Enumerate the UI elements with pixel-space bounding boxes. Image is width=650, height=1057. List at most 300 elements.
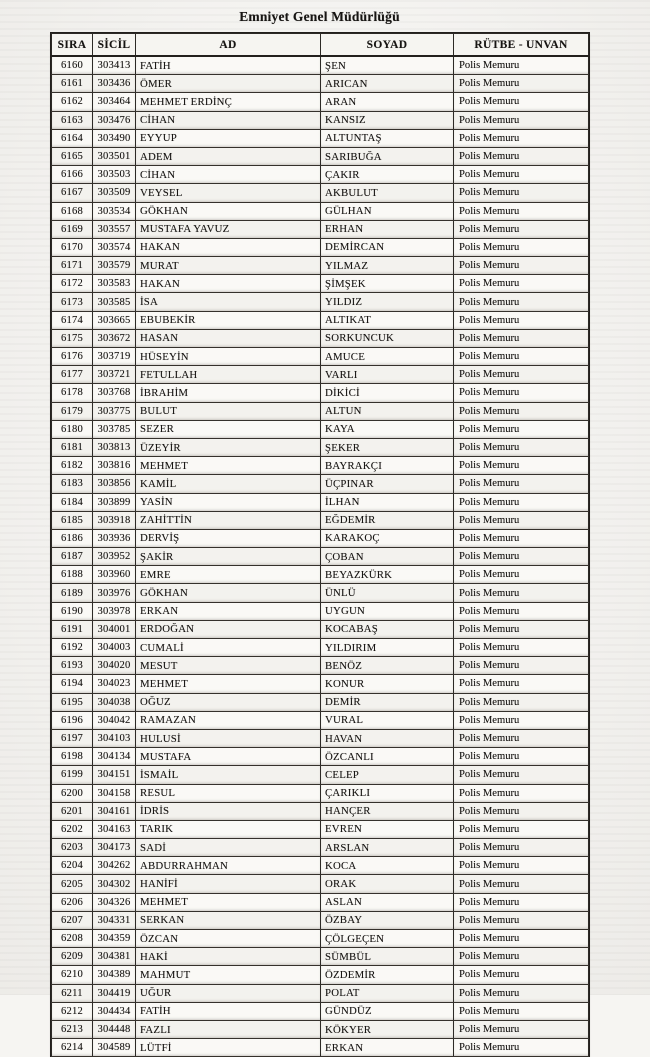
cell-ad: VEYSEL bbox=[136, 184, 321, 202]
cell-soyad: ÇARIKLI bbox=[321, 784, 454, 802]
cell-rutbe-unvan: Polis Memuru bbox=[454, 438, 589, 456]
table-row bbox=[52, 493, 589, 511]
cell-soyad: SÜMBÜL bbox=[321, 948, 454, 966]
cell-sicil: 304134 bbox=[93, 748, 136, 766]
cell-sicil: 303509 bbox=[93, 184, 136, 202]
table-row bbox=[52, 657, 589, 675]
cell-sira: 6195 bbox=[52, 693, 93, 711]
cell-rutbe-unvan: Polis Memuru bbox=[454, 930, 589, 948]
cell-sira: 6167 bbox=[52, 184, 93, 202]
cell-soyad: YILMAZ bbox=[321, 257, 454, 275]
cell-ad: UĞUR bbox=[136, 984, 321, 1002]
cell-sira: 6190 bbox=[52, 602, 93, 620]
cell-sira: 6203 bbox=[52, 839, 93, 857]
cell-soyad: AMUCE bbox=[321, 348, 454, 366]
cell-sicil: 304003 bbox=[93, 639, 136, 657]
cell-sicil: 304359 bbox=[93, 930, 136, 948]
cell-ad: HAKAN bbox=[136, 275, 321, 293]
cell-ad: LÜTFİ bbox=[136, 1039, 321, 1057]
cell-ad: ÜZEYİR bbox=[136, 438, 321, 456]
cell-sicil: 304042 bbox=[93, 711, 136, 729]
cell-rutbe-unvan: Polis Memuru bbox=[454, 566, 589, 584]
cell-rutbe-unvan: Polis Memuru bbox=[454, 729, 589, 747]
cell-ad: YASİN bbox=[136, 493, 321, 511]
cell-sicil: 304381 bbox=[93, 948, 136, 966]
cell-sicil: 303721 bbox=[93, 366, 136, 384]
table-row bbox=[52, 184, 589, 202]
cell-soyad: ÜNLÜ bbox=[321, 584, 454, 602]
cell-soyad: DEMİRCAN bbox=[321, 238, 454, 256]
cell-rutbe-unvan: Polis Memuru bbox=[454, 802, 589, 820]
table-row bbox=[52, 711, 589, 729]
cell-soyad: ARAN bbox=[321, 93, 454, 111]
cell-sicil: 303557 bbox=[93, 220, 136, 238]
cell-ad: FAZLI bbox=[136, 1020, 321, 1038]
cell-rutbe-unvan: Polis Memuru bbox=[454, 275, 589, 293]
cell-rutbe-unvan: Polis Memuru bbox=[454, 329, 589, 347]
cell-sicil: 303978 bbox=[93, 602, 136, 620]
table-row bbox=[52, 129, 589, 147]
cell-rutbe-unvan: Polis Memuru bbox=[454, 220, 589, 238]
cell-sira: 6162 bbox=[52, 93, 93, 111]
table-row bbox=[52, 857, 589, 875]
cell-rutbe-unvan: Polis Memuru bbox=[454, 1020, 589, 1038]
cell-sicil: 303503 bbox=[93, 166, 136, 184]
cell-rutbe-unvan: Polis Memuru bbox=[454, 893, 589, 911]
cell-sicil: 303856 bbox=[93, 475, 136, 493]
cell-sicil: 304331 bbox=[93, 911, 136, 929]
cell-ad: İSA bbox=[136, 293, 321, 311]
cell-sira: 6169 bbox=[52, 220, 93, 238]
cell-ad: FETULLAH bbox=[136, 366, 321, 384]
cell-sicil: 304589 bbox=[93, 1039, 136, 1057]
cell-ad: EBUBEKİR bbox=[136, 311, 321, 329]
cell-sira: 6208 bbox=[52, 930, 93, 948]
cell-sicil: 304023 bbox=[93, 675, 136, 693]
cell-rutbe-unvan: Polis Memuru bbox=[454, 493, 589, 511]
cell-rutbe-unvan: Polis Memuru bbox=[454, 1002, 589, 1020]
cell-soyad: YILDIZ bbox=[321, 293, 454, 311]
table-row bbox=[52, 620, 589, 638]
cell-soyad: KONUR bbox=[321, 675, 454, 693]
cell-rutbe-unvan: Polis Memuru bbox=[454, 238, 589, 256]
cell-sira: 6181 bbox=[52, 438, 93, 456]
cell-sicil: 304262 bbox=[93, 857, 136, 875]
table-row bbox=[52, 511, 589, 529]
cell-sicil: 304173 bbox=[93, 839, 136, 857]
cell-ad: GÖKHAN bbox=[136, 584, 321, 602]
cell-ad: CİHAN bbox=[136, 166, 321, 184]
cell-sicil: 303579 bbox=[93, 257, 136, 275]
page-title: Emniyet Genel Müdürlüğü bbox=[239, 9, 400, 24]
cell-soyad: ERKAN bbox=[321, 1039, 454, 1057]
cell-rutbe-unvan: Polis Memuru bbox=[454, 966, 589, 984]
cell-rutbe-unvan: Polis Memuru bbox=[454, 784, 589, 802]
table-row bbox=[52, 875, 589, 893]
cell-sira: 6176 bbox=[52, 348, 93, 366]
cell-sira: 6161 bbox=[52, 75, 93, 93]
cell-sicil: 304326 bbox=[93, 893, 136, 911]
cell-ad: MUSTAFA YAVUZ bbox=[136, 220, 321, 238]
cell-soyad: ORAK bbox=[321, 875, 454, 893]
table-row bbox=[52, 75, 589, 93]
cell-rutbe-unvan: Polis Memuru bbox=[454, 129, 589, 147]
cell-sira: 6187 bbox=[52, 548, 93, 566]
cell-ad: HÜSEYİN bbox=[136, 348, 321, 366]
cell-sira: 6200 bbox=[52, 784, 93, 802]
cell-sicil: 303583 bbox=[93, 275, 136, 293]
table-row bbox=[52, 366, 589, 384]
table-row bbox=[52, 566, 589, 584]
cell-rutbe-unvan: Polis Memuru bbox=[454, 147, 589, 165]
table-row bbox=[52, 948, 589, 966]
cell-rutbe-unvan: Polis Memuru bbox=[454, 857, 589, 875]
column-header-soyad: SOYAD bbox=[321, 34, 454, 57]
cell-soyad: HAVAN bbox=[321, 729, 454, 747]
table-row bbox=[52, 202, 589, 220]
table-row bbox=[52, 293, 589, 311]
cell-sira: 6179 bbox=[52, 402, 93, 420]
cell-sira: 6173 bbox=[52, 293, 93, 311]
cell-sicil: 303476 bbox=[93, 111, 136, 129]
cell-sira: 6186 bbox=[52, 529, 93, 547]
cell-ad: HASAN bbox=[136, 329, 321, 347]
cell-soyad: KARAKOÇ bbox=[321, 529, 454, 547]
table-header-row bbox=[52, 34, 589, 57]
cell-rutbe-unvan: Polis Memuru bbox=[454, 602, 589, 620]
cell-ad: GÖKHAN bbox=[136, 202, 321, 220]
cell-ad: BULUT bbox=[136, 402, 321, 420]
cell-sicil: 303464 bbox=[93, 93, 136, 111]
cell-sicil: 304151 bbox=[93, 766, 136, 784]
cell-sicil: 303785 bbox=[93, 420, 136, 438]
column-header-ad: AD bbox=[136, 34, 321, 57]
cell-ad: ÖZCAN bbox=[136, 930, 321, 948]
cell-sicil: 303960 bbox=[93, 566, 136, 584]
table-row bbox=[52, 93, 589, 111]
cell-soyad: ÖZCANLI bbox=[321, 748, 454, 766]
cell-rutbe-unvan: Polis Memuru bbox=[454, 657, 589, 675]
cell-sira: 6199 bbox=[52, 766, 93, 784]
cell-sicil: 304001 bbox=[93, 620, 136, 638]
cell-ad: MEHMET bbox=[136, 893, 321, 911]
cell-sira: 6174 bbox=[52, 311, 93, 329]
table-row bbox=[52, 784, 589, 802]
cell-ad: EMRE bbox=[136, 566, 321, 584]
cell-soyad: KOCA bbox=[321, 857, 454, 875]
cell-soyad: ARSLAN bbox=[321, 839, 454, 857]
cell-soyad: EĞDEMİR bbox=[321, 511, 454, 529]
cell-rutbe-unvan: Polis Memuru bbox=[454, 402, 589, 420]
cell-rutbe-unvan: Polis Memuru bbox=[454, 984, 589, 1002]
cell-sicil: 304419 bbox=[93, 984, 136, 1002]
cell-rutbe-unvan: Polis Memuru bbox=[454, 511, 589, 529]
table-row bbox=[52, 420, 589, 438]
table-row bbox=[52, 584, 589, 602]
cell-ad: MEHMET ERDİNÇ bbox=[136, 93, 321, 111]
table-row bbox=[52, 893, 589, 911]
cell-soyad: DİKİCİ bbox=[321, 384, 454, 402]
cell-rutbe-unvan: Polis Memuru bbox=[454, 475, 589, 493]
cell-sira: 6191 bbox=[52, 620, 93, 638]
table-row bbox=[52, 748, 589, 766]
cell-soyad: KAYA bbox=[321, 420, 454, 438]
cell-rutbe-unvan: Polis Memuru bbox=[454, 457, 589, 475]
cell-soyad: ASLAN bbox=[321, 893, 454, 911]
cell-ad: KAMİL bbox=[136, 475, 321, 493]
cell-sira: 6194 bbox=[52, 675, 93, 693]
table-row bbox=[52, 1020, 589, 1038]
cell-ad: MEHMET bbox=[136, 675, 321, 693]
table-row bbox=[52, 693, 589, 711]
cell-sicil: 303936 bbox=[93, 529, 136, 547]
table-row bbox=[52, 729, 589, 747]
cell-ad: HULUSİ bbox=[136, 729, 321, 747]
cell-ad: ERDOĞAN bbox=[136, 620, 321, 638]
cell-rutbe-unvan: Polis Memuru bbox=[454, 311, 589, 329]
cell-soyad: ÇÖLGEÇEN bbox=[321, 930, 454, 948]
cell-sira: 6211 bbox=[52, 984, 93, 1002]
table-row bbox=[52, 257, 589, 275]
cell-sicil: 304448 bbox=[93, 1020, 136, 1038]
cell-rutbe-unvan: Polis Memuru bbox=[454, 75, 589, 93]
cell-ad: ERKAN bbox=[136, 602, 321, 620]
cell-soyad: YILDIRIM bbox=[321, 639, 454, 657]
cell-rutbe-unvan: Polis Memuru bbox=[454, 948, 589, 966]
cell-soyad: DEMİR bbox=[321, 693, 454, 711]
cell-ad: EYYUP bbox=[136, 129, 321, 147]
cell-sicil: 303534 bbox=[93, 202, 136, 220]
cell-soyad: ÇAKIR bbox=[321, 166, 454, 184]
personnel-table bbox=[51, 33, 589, 1057]
cell-sira: 6213 bbox=[52, 1020, 93, 1038]
cell-soyad: KÖKYER bbox=[321, 1020, 454, 1038]
cell-soyad: CELEP bbox=[321, 766, 454, 784]
cell-rutbe-unvan: Polis Memuru bbox=[454, 639, 589, 657]
cell-sira: 6189 bbox=[52, 584, 93, 602]
cell-ad: FATİH bbox=[136, 1002, 321, 1020]
cell-sira: 6212 bbox=[52, 1002, 93, 1020]
table-row bbox=[52, 548, 589, 566]
cell-ad: SEZER bbox=[136, 420, 321, 438]
cell-sicil: 304163 bbox=[93, 820, 136, 838]
cell-ad: MURAT bbox=[136, 257, 321, 275]
cell-rutbe-unvan: Polis Memuru bbox=[454, 56, 589, 75]
cell-soyad: GÜLHAN bbox=[321, 202, 454, 220]
cell-rutbe-unvan: Polis Memuru bbox=[454, 529, 589, 547]
table-row bbox=[52, 820, 589, 838]
cell-sicil: 303574 bbox=[93, 238, 136, 256]
cell-sira: 6175 bbox=[52, 329, 93, 347]
cell-ad: ZAHİTTİN bbox=[136, 511, 321, 529]
cell-ad: İBRAHİM bbox=[136, 384, 321, 402]
cell-rutbe-unvan: Polis Memuru bbox=[454, 748, 589, 766]
cell-soyad: GÜNDÜZ bbox=[321, 1002, 454, 1020]
cell-sira: 6166 bbox=[52, 166, 93, 184]
cell-sira: 6164 bbox=[52, 129, 93, 147]
cell-soyad: İLHAN bbox=[321, 493, 454, 511]
cell-sicil: 304161 bbox=[93, 802, 136, 820]
cell-soyad: ALTIKAT bbox=[321, 311, 454, 329]
cell-soyad: BEYAZKÜRK bbox=[321, 566, 454, 584]
cell-ad: CİHAN bbox=[136, 111, 321, 129]
table-row bbox=[52, 238, 589, 256]
table-body bbox=[52, 56, 589, 1057]
cell-sira: 6192 bbox=[52, 639, 93, 657]
cell-rutbe-unvan: Polis Memuru bbox=[454, 911, 589, 929]
cell-rutbe-unvan: Polis Memuru bbox=[454, 257, 589, 275]
cell-sira: 6188 bbox=[52, 566, 93, 584]
cell-rutbe-unvan: Polis Memuru bbox=[454, 820, 589, 838]
cell-ad: HAKİ bbox=[136, 948, 321, 966]
cell-sicil: 304103 bbox=[93, 729, 136, 747]
cell-soyad: KANSIZ bbox=[321, 111, 454, 129]
cell-sicil: 303672 bbox=[93, 329, 136, 347]
table-row bbox=[52, 675, 589, 693]
cell-sira: 6160 bbox=[52, 56, 93, 75]
cell-sicil: 303719 bbox=[93, 348, 136, 366]
cell-sira: 6207 bbox=[52, 911, 93, 929]
cell-sicil: 303768 bbox=[93, 384, 136, 402]
cell-sicil: 304038 bbox=[93, 693, 136, 711]
cell-ad: MEHMET bbox=[136, 457, 321, 475]
cell-rutbe-unvan: Polis Memuru bbox=[454, 93, 589, 111]
cell-sira: 6210 bbox=[52, 966, 93, 984]
cell-rutbe-unvan: Polis Memuru bbox=[454, 420, 589, 438]
cell-ad: ABDURRAHMAN bbox=[136, 857, 321, 875]
cell-soyad: ARICAN bbox=[321, 75, 454, 93]
cell-sira: 6183 bbox=[52, 475, 93, 493]
table-row bbox=[52, 602, 589, 620]
cell-soyad: KOCABAŞ bbox=[321, 620, 454, 638]
cell-sira: 6182 bbox=[52, 457, 93, 475]
cell-ad: RAMAZAN bbox=[136, 711, 321, 729]
cell-ad: ÖMER bbox=[136, 75, 321, 93]
cell-rutbe-unvan: Polis Memuru bbox=[454, 711, 589, 729]
cell-sicil: 303976 bbox=[93, 584, 136, 602]
cell-rutbe-unvan: Polis Memuru bbox=[454, 839, 589, 857]
table-row bbox=[52, 438, 589, 456]
cell-sira: 6177 bbox=[52, 366, 93, 384]
cell-ad: İSMAİL bbox=[136, 766, 321, 784]
cell-rutbe-unvan: Polis Memuru bbox=[454, 293, 589, 311]
cell-soyad: ŞİMŞEK bbox=[321, 275, 454, 293]
cell-sira: 6165 bbox=[52, 147, 93, 165]
cell-sicil: 303775 bbox=[93, 402, 136, 420]
table-row bbox=[52, 348, 589, 366]
table-row bbox=[52, 984, 589, 1002]
cell-ad: DERVİŞ bbox=[136, 529, 321, 547]
cell-soyad: VURAL bbox=[321, 711, 454, 729]
cell-rutbe-unvan: Polis Memuru bbox=[454, 166, 589, 184]
table-row bbox=[52, 911, 589, 929]
cell-rutbe-unvan: Polis Memuru bbox=[454, 366, 589, 384]
cell-ad: MUSTAFA bbox=[136, 748, 321, 766]
cell-soyad: UYGUN bbox=[321, 602, 454, 620]
cell-ad: ADEM bbox=[136, 147, 321, 165]
cell-rutbe-unvan: Polis Memuru bbox=[454, 620, 589, 638]
table-row bbox=[52, 457, 589, 475]
cell-soyad: ÖZDEMİR bbox=[321, 966, 454, 984]
cell-rutbe-unvan: Polis Memuru bbox=[454, 184, 589, 202]
cell-sicil: 303813 bbox=[93, 438, 136, 456]
cell-rutbe-unvan: Polis Memuru bbox=[454, 693, 589, 711]
cell-soyad: EVREN bbox=[321, 820, 454, 838]
column-header-rutbe-unvan: RÜTBE - UNVAN bbox=[454, 34, 589, 57]
cell-ad: RESUL bbox=[136, 784, 321, 802]
cell-sicil: 303918 bbox=[93, 511, 136, 529]
cell-ad: ŞAKİR bbox=[136, 548, 321, 566]
table-row bbox=[52, 475, 589, 493]
cell-ad: HANİFİ bbox=[136, 875, 321, 893]
table-row bbox=[52, 529, 589, 547]
cell-soyad: AKBULUT bbox=[321, 184, 454, 202]
cell-soyad: SARIBUĞA bbox=[321, 147, 454, 165]
cell-sira: 6209 bbox=[52, 948, 93, 966]
table-row bbox=[52, 56, 589, 75]
cell-soyad: ALTUNTAŞ bbox=[321, 129, 454, 147]
cell-ad: MAHMUT bbox=[136, 966, 321, 984]
cell-sira: 6180 bbox=[52, 420, 93, 438]
cell-rutbe-unvan: Polis Memuru bbox=[454, 202, 589, 220]
cell-ad: OĞUZ bbox=[136, 693, 321, 711]
cell-rutbe-unvan: Polis Memuru bbox=[454, 875, 589, 893]
cell-ad: İDRİS bbox=[136, 802, 321, 820]
cell-rutbe-unvan: Polis Memuru bbox=[454, 1039, 589, 1057]
cell-sira: 6196 bbox=[52, 711, 93, 729]
cell-sira: 6185 bbox=[52, 511, 93, 529]
cell-ad: MESUT bbox=[136, 657, 321, 675]
cell-sira: 6214 bbox=[52, 1039, 93, 1057]
table-row bbox=[52, 275, 589, 293]
cell-sicil: 303490 bbox=[93, 129, 136, 147]
table-row bbox=[52, 311, 589, 329]
cell-sira: 6206 bbox=[52, 893, 93, 911]
cell-soyad: ALTUN bbox=[321, 402, 454, 420]
cell-sira: 6193 bbox=[52, 657, 93, 675]
cell-sicil: 303665 bbox=[93, 311, 136, 329]
table-row bbox=[52, 639, 589, 657]
cell-ad: HAKAN bbox=[136, 238, 321, 256]
column-header-sira: SIRA bbox=[52, 34, 93, 57]
cell-rutbe-unvan: Polis Memuru bbox=[454, 548, 589, 566]
cell-sicil: 303899 bbox=[93, 493, 136, 511]
table-row bbox=[52, 220, 589, 238]
table-row bbox=[52, 966, 589, 984]
cell-soyad: BAYRAKÇI bbox=[321, 457, 454, 475]
table-row bbox=[52, 1039, 589, 1057]
cell-soyad: ŞEKER bbox=[321, 438, 454, 456]
cell-soyad: HANÇER bbox=[321, 802, 454, 820]
cell-rutbe-unvan: Polis Memuru bbox=[454, 675, 589, 693]
cell-sicil: 303952 bbox=[93, 548, 136, 566]
cell-ad: FATİH bbox=[136, 56, 321, 75]
cell-sira: 6170 bbox=[52, 238, 93, 256]
cell-rutbe-unvan: Polis Memuru bbox=[454, 384, 589, 402]
table-row bbox=[52, 402, 589, 420]
table-row bbox=[52, 930, 589, 948]
cell-sira: 6198 bbox=[52, 748, 93, 766]
table-row bbox=[52, 166, 589, 184]
cell-soyad: ERHAN bbox=[321, 220, 454, 238]
table-row bbox=[52, 147, 589, 165]
cell-ad: CUMALİ bbox=[136, 639, 321, 657]
cell-sicil: 303436 bbox=[93, 75, 136, 93]
cell-soyad: ŞEN bbox=[321, 56, 454, 75]
cell-soyad: ÇOBAN bbox=[321, 548, 454, 566]
cell-sira: 6184 bbox=[52, 493, 93, 511]
cell-sira: 6197 bbox=[52, 729, 93, 747]
